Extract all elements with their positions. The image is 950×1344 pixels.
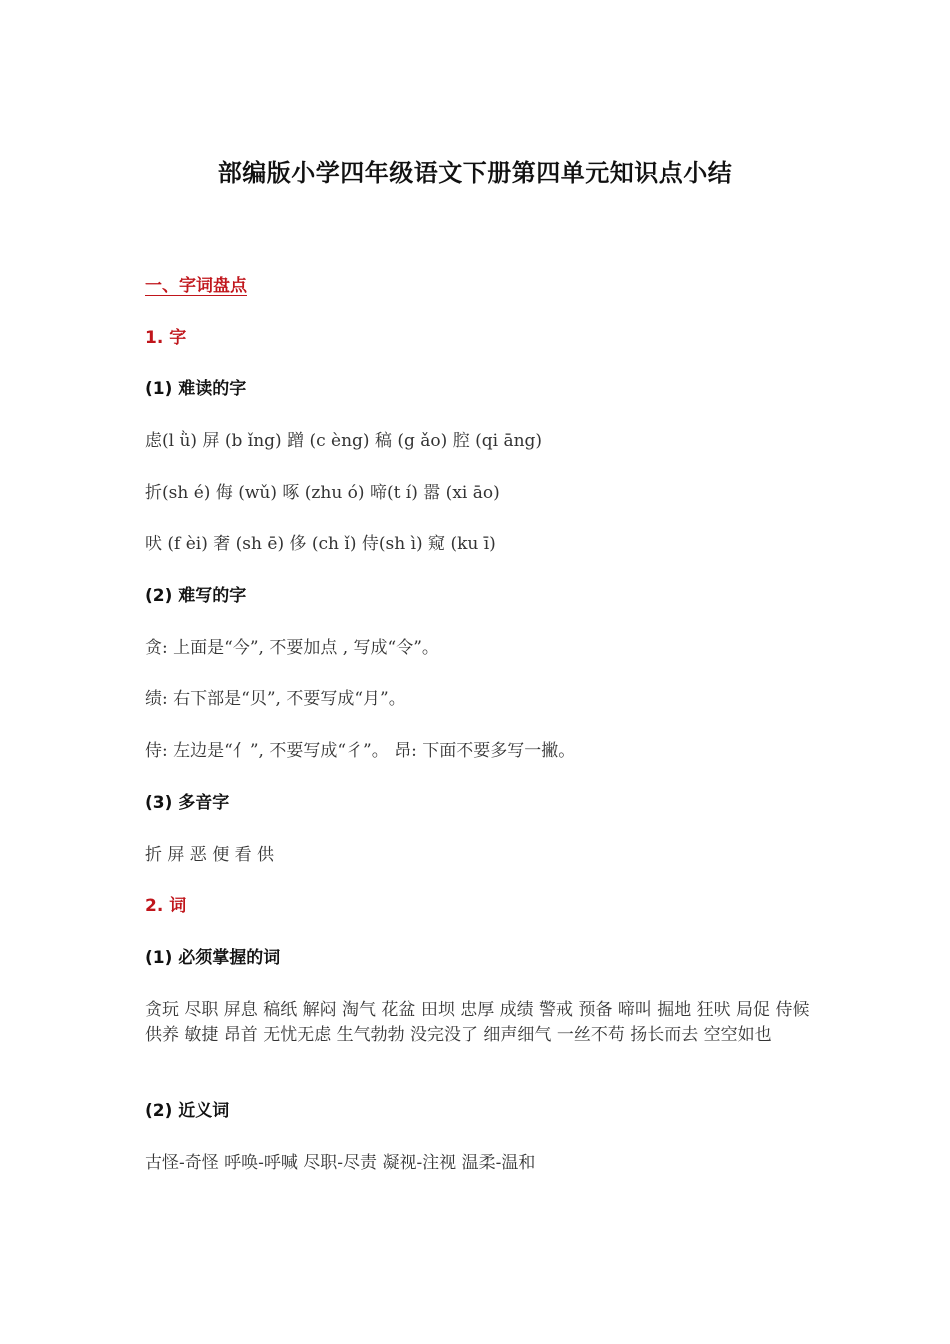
polyphonic-list: 折 屏 恶 便 看 供 [145,845,275,865]
heading-must-master: (1) 必须掌握的词 [145,948,281,968]
writing-note-1: 贪: 上面是“今”, 不要加点 , 写成“令”。 [145,638,439,658]
writing-note-3: 侍: 左边是“亻”, 不要写成“彳”。 昂: 下面不要多写一撇。 [145,741,576,761]
synonym-list: 古怪-奇怪 呼唤-呼喊 尽职-尽责 凝视-注视 温柔-温和 [145,1153,536,1173]
word-list: 贪玩 尽职 屏息 稿纸 解闷 淘气 花盆 田坝 忠厚 成绩 警戒 预备 啼叫 掘地 狂吠 局促 侍候 供养 敏捷 昂首 无忧无虑 生气勃勃 没完没了 细声细气 一丝不苟 扬长而去 空空如也 [145,1000,810,1045]
pinyin-line-3: 吠 (f èi) 奢 (sh ē) 侈 (ch ǐ) 侍(sh ì) 窥 (ku ī) [145,534,496,554]
heading-hard-to-write: (2) 难写的字 [145,586,247,606]
writing-note-2: 绩: 右下部是“贝”, 不要写成“月”。 [145,689,406,709]
heading-hard-to-read: (1) 难读的字 [145,379,247,399]
heading-synonyms: (2) 近义词 [145,1101,230,1121]
heading-polyphonic: (3) 多音字 [145,793,230,813]
page-title: 部编版小学四年级语文下册第四单元知识点小结 [217,159,733,187]
section-heading-vocab: 一、字词盘点 [145,276,247,296]
pinyin-line-1: 虑(l ǜ) 屏 (b ǐng) 蹭 (c èng) 稿 (g ǎo) 腔 (qi āng) [145,431,543,451]
subsection-heading-characters: 1. 字 [145,328,187,348]
subsection-heading-words: 2. 词 [145,896,187,916]
pinyin-line-2: 折(sh é) 侮 (wǔ) 啄 (zhu ó) 啼(t í) 嚣 (xi āo) [145,483,500,503]
